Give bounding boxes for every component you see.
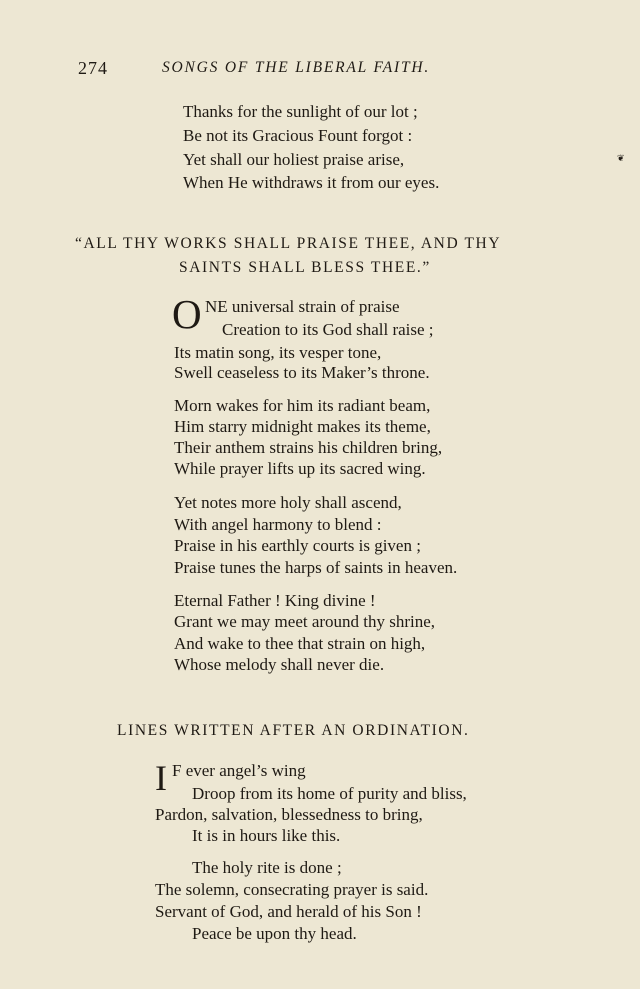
page-header	[78, 58, 498, 82]
running-title: SONGS OF THE LIBERAL FAITH.	[162, 59, 431, 76]
verse-line: Its matin song, its vesper tone,	[174, 343, 382, 362]
verse-line: Peace be upon thy head.	[192, 924, 357, 943]
verse-line: Yet notes more holy shall ascend,	[174, 493, 402, 512]
verse-line: Yet shall our holiest praise arise,	[183, 150, 405, 169]
verse-line: Praise in his earthly courts is given ;	[174, 536, 421, 555]
verse-line: The solemn, consecrating prayer is said.	[155, 880, 429, 899]
verse-line: Whose melody shall never die.	[174, 655, 385, 674]
hymn-title: LINES WRITTEN AFTER AN ORDINATION.	[117, 722, 470, 739]
verse-line: Morn wakes for him its radiant beam,	[174, 396, 431, 415]
verse-line: Pardon, salvation, blessedness to bring,	[155, 805, 423, 824]
verse-line: It is in hours like this.	[192, 826, 341, 845]
verse-line: Him starry midnight makes its theme,	[174, 417, 431, 436]
page-number: 274	[78, 58, 108, 78]
drop-cap: I	[155, 758, 167, 798]
hymn-title-line: SAINTS SHALL BLESS THEE.”	[179, 259, 431, 276]
verse-line: The holy rite is done ;	[192, 858, 342, 877]
verse-line: Droop from its home of purity and bliss,	[192, 784, 467, 803]
verse-line: Swell ceaseless to its Maker’s throne.	[174, 363, 430, 382]
hymn-title-line: “ALL THY WORKS SHALL PRAISE THEE, AND THY	[75, 235, 502, 252]
verse-line: NE universal strain of praise	[205, 297, 400, 316]
margin-mark: ❦	[617, 153, 625, 163]
verse-line: Be not its Gracious Fount forgot :	[183, 126, 413, 145]
verse-line: Thanks for the sunlight of our lot ;	[183, 102, 418, 121]
verse-line: Praise tunes the harps of saints in heaven.	[174, 558, 458, 577]
verse-line: With angel harmony to blend :	[174, 515, 382, 534]
verse-line: Creation to its God shall raise ;	[222, 320, 434, 339]
verse-line: Their anthem strains his children bring,	[174, 438, 443, 457]
verse-line: And wake to thee that strain on high,	[174, 634, 426, 653]
verse-line: Eternal Father ! King divine !	[174, 591, 376, 610]
verse-line: Grant we may meet around thy shrine,	[174, 612, 436, 631]
verse-line: F ever angel’s wing	[172, 761, 306, 780]
drop-cap: O	[172, 291, 202, 337]
verse-line: While prayer lifts up its sacred wing.	[174, 459, 426, 478]
verse-line: Servant of God, and herald of his Son !	[155, 902, 422, 921]
verse-line: When He withdraws it from our eyes.	[183, 173, 440, 192]
